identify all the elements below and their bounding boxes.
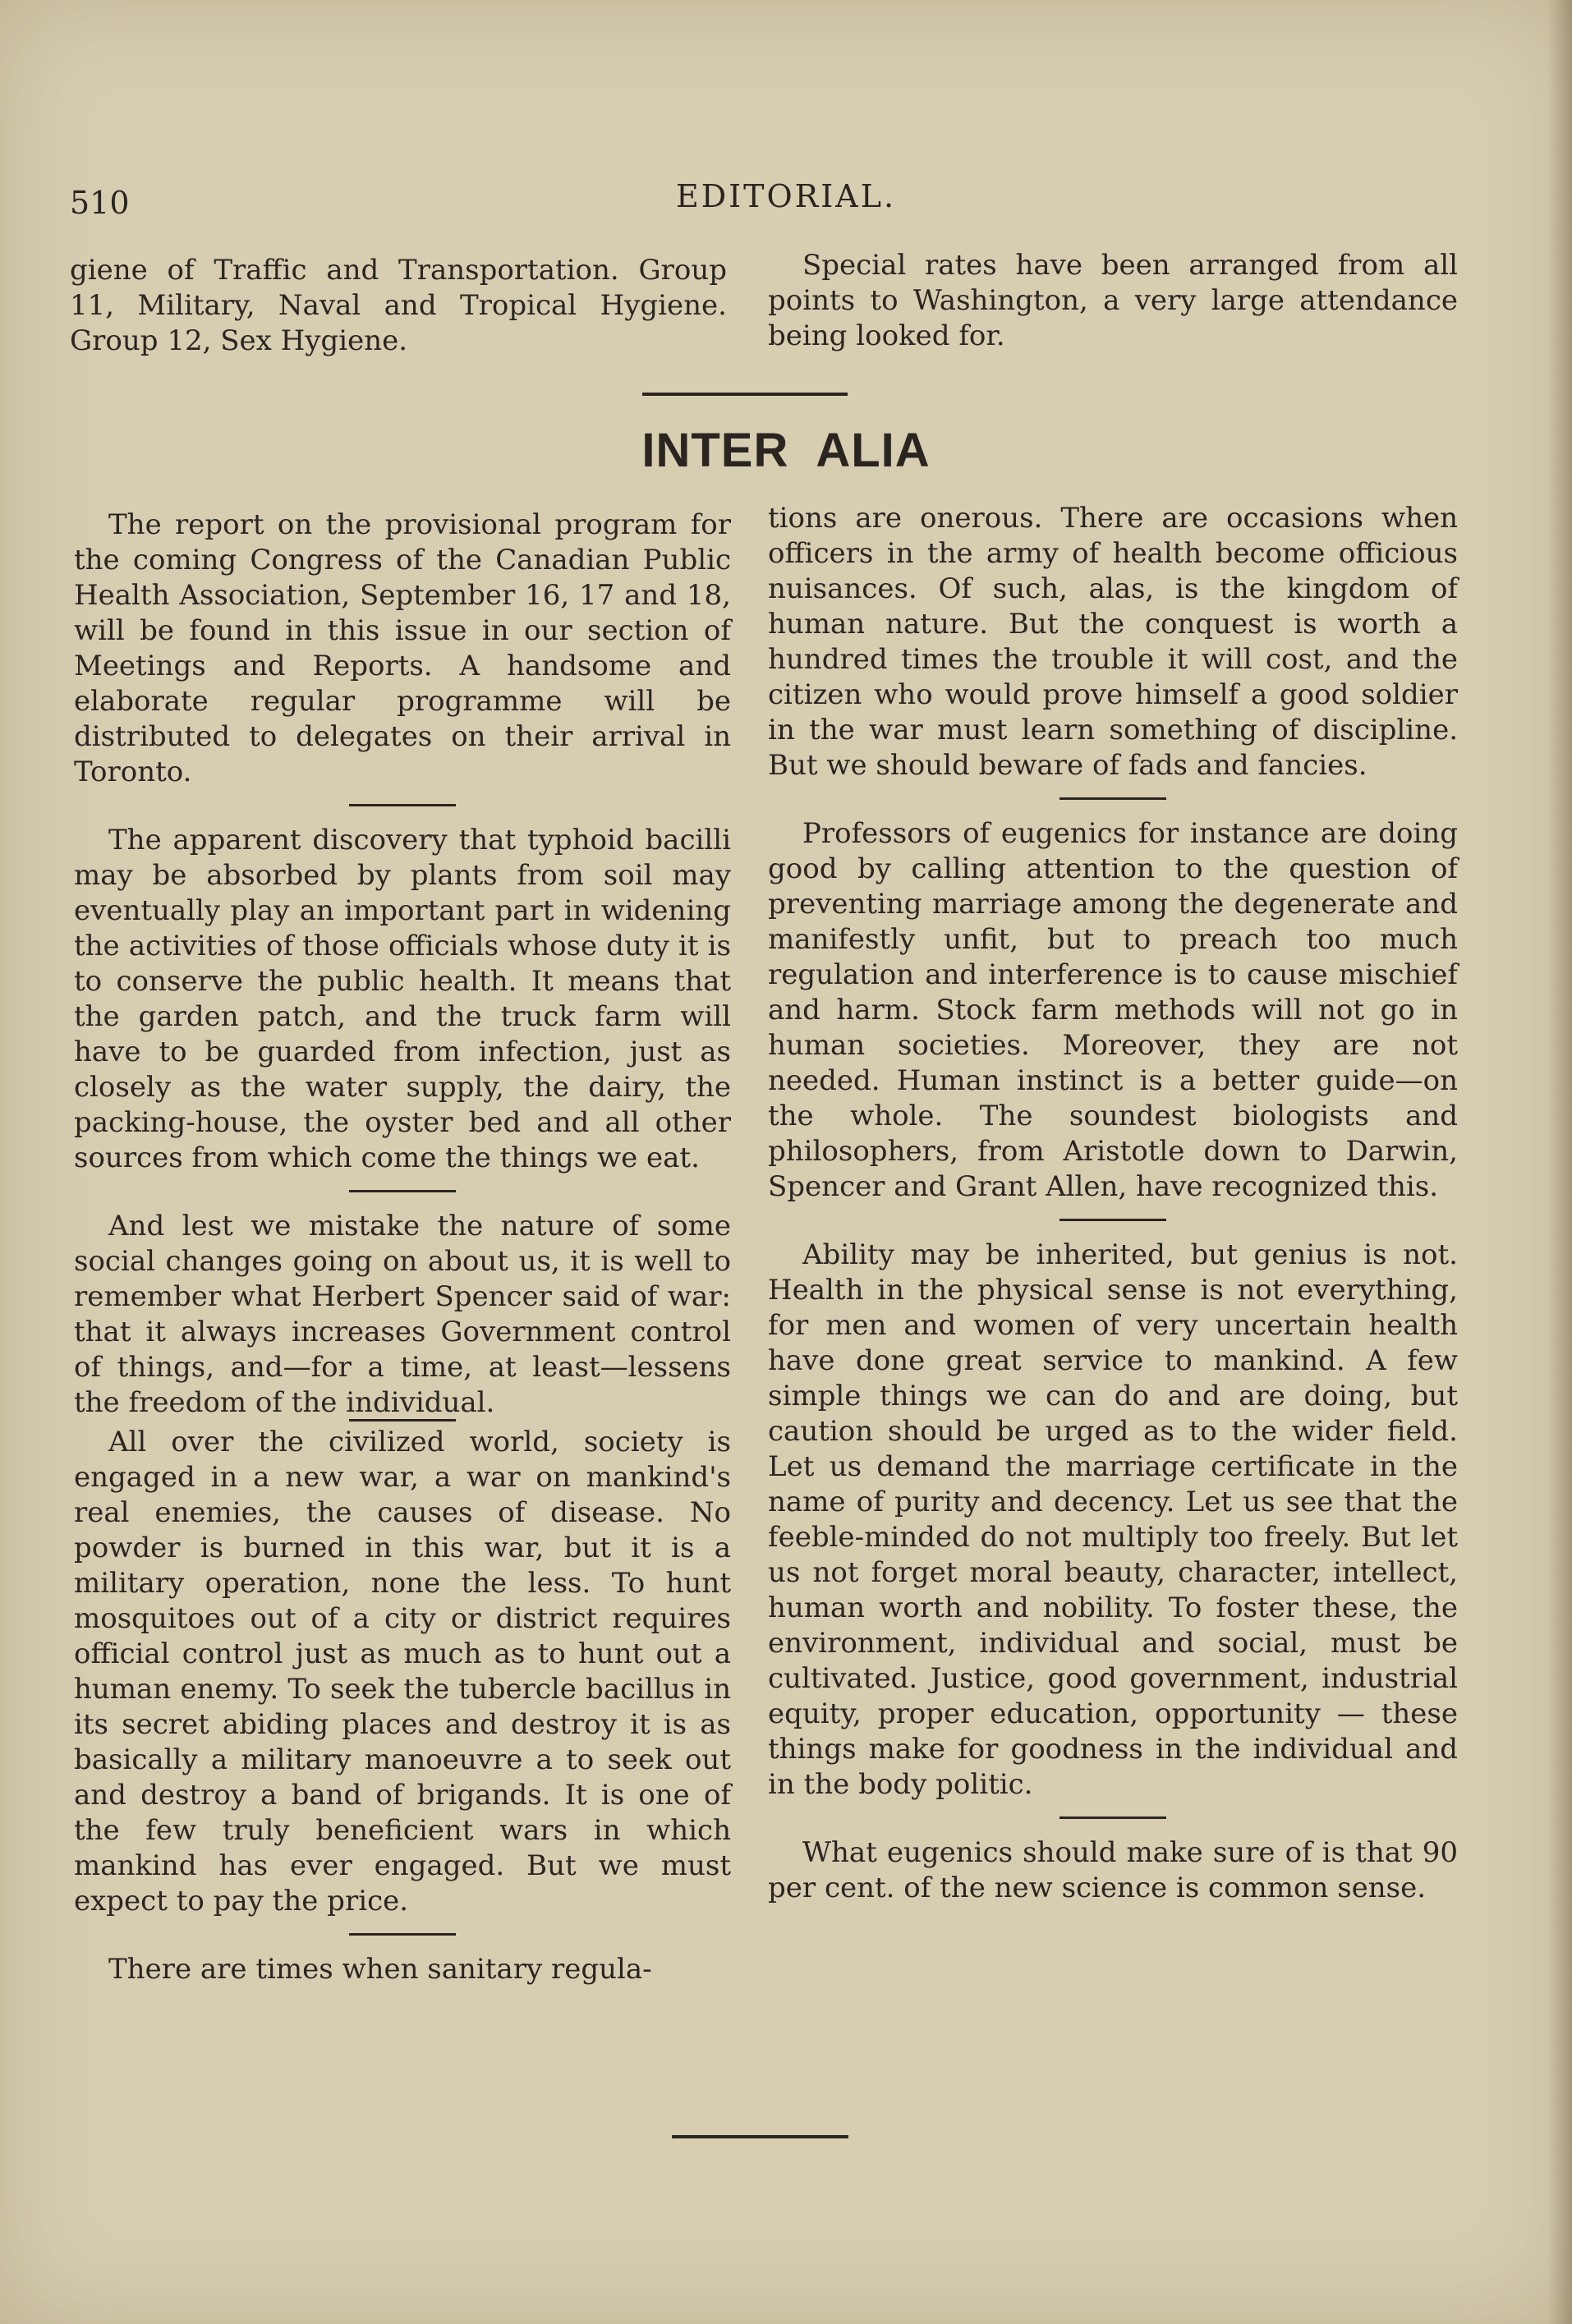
paragraph: The apparent discovery that typhoid bacilli may be absorbed by plants from soil may eventually play an important part in widening the activities of those officials whose duty it is to conserve the public health. It means that the garden patch, and the truck farm will have to be guarded from infection, just as closely as the water supply, the dairy, the packing-house, the oyster bed and all other sources from which come the things we eat. — [74, 824, 731, 1174]
paragraph-divider — [1059, 797, 1166, 800]
paragraph-divider — [1059, 1816, 1166, 1819]
paragraph: There are times when sanitary regula- — [108, 1953, 652, 1986]
paragraph-divider — [1059, 1219, 1166, 1221]
paragraph-divider — [349, 1190, 456, 1192]
left-column — [74, 508, 731, 1987]
section-title: INTER ALIA — [641, 424, 931, 477]
paragraph: The report on the provisional program for the coming Congress of the Canadian Public Health Association, September 16, 17 and 18, will be found in this issue in our section of Meetings and Reports. A handsome and elaborate regular programme will be distributed to delegates on their arrival in Toronto. — [74, 508, 731, 788]
paragraph-divider — [349, 804, 456, 806]
running-title: EDITORIAL. — [675, 178, 897, 214]
paragraph: Special rates have been arranged from all points to Washington, a very large attendance being looked for. — [768, 249, 1458, 352]
section-divider — [642, 393, 848, 396]
paragraph: Professors of eugenics for instance are doing good by calling attention to the question of preventing marriage among the degenerate and manifestly unfit, but to preach too much regulation and interference is to cause mischief and harm. Stock farm methods will not go in human societies. Moreover, they are not needed. Human instinct is a better guide—on the whole. The soundest biologists and philosophers, from Aristotle down to Darwin, Spencer and Grant Allen, have recognized this. — [768, 817, 1458, 1203]
paragraph: tions are onerous. There are occasions when officers in the army of health become officious nuisances. Of such, alas, is the kingdom of human nature. But the conquest is worth a hundred times the trouble it will cost, and the citizen who would prove himself a good soldier in the war must learn something of discipline. But we should beware of fads and fancies. — [768, 502, 1458, 782]
paragraph-divider — [349, 1933, 456, 1936]
page-edge-shadow — [1547, 0, 1572, 2324]
paragraph: giene of Traffic and Transportation. Group 11, Military, Naval and Tropical Hygiene. Group 12, Sex Hygiene. — [70, 254, 727, 357]
paragraph: Ability may be inherited, but genius is not. Health in the physical sense is not everything, for men and women of very uncertain health have done great service to mankind. A few simple things we can do and are doing, but caution should be urged as to the wider field. Let us demand the marriage certificate in the name of purity and decency. Let us see that the feeble-minded do not multiply too freely. But let us not forget moral beauty, character, intellect, human worth and nobility. To foster these, the environment, individual and social, must be cultivated. Justice, good government, industrial equity, proper education, opportunity — these things make for goodness in the individual and in the body politic. — [768, 1238, 1458, 1801]
paragraph: What eugenics should make sure of is that 90 per cent. of the new science is common sense. — [768, 1836, 1458, 1904]
paragraph: And lest we mistake the nature of some social changes going on about us, it is well to remember what Herbert Spencer said of war: that it always increases Government control of things, and—for a time, at least—lessens the freedom of the individual. — [74, 1210, 731, 1419]
page-number: 510 — [70, 185, 130, 221]
top-left-continuation — [70, 253, 727, 359]
right-column — [768, 501, 1458, 1906]
paragraph: All over the civilized world, society is engaged in a new war, a war on mankind's real enemies, the causes of disease. No powder is burned in this war, but it is a military operation, none the less. To hunt mosquitoes out of a city or district requires official control just as much as to hunt out a human enemy. To seek the tubercle bacillus in its secret abiding places and destroy it is as basically a military manoeuvre a to seek out and destroy a band of brigands. It is one of the few truly beneficient wars in which mankind has ever engaged. But we must expect to pay the price. — [74, 1426, 731, 1918]
top-right-continuation — [768, 248, 1458, 354]
end-divider — [672, 2135, 848, 2138]
